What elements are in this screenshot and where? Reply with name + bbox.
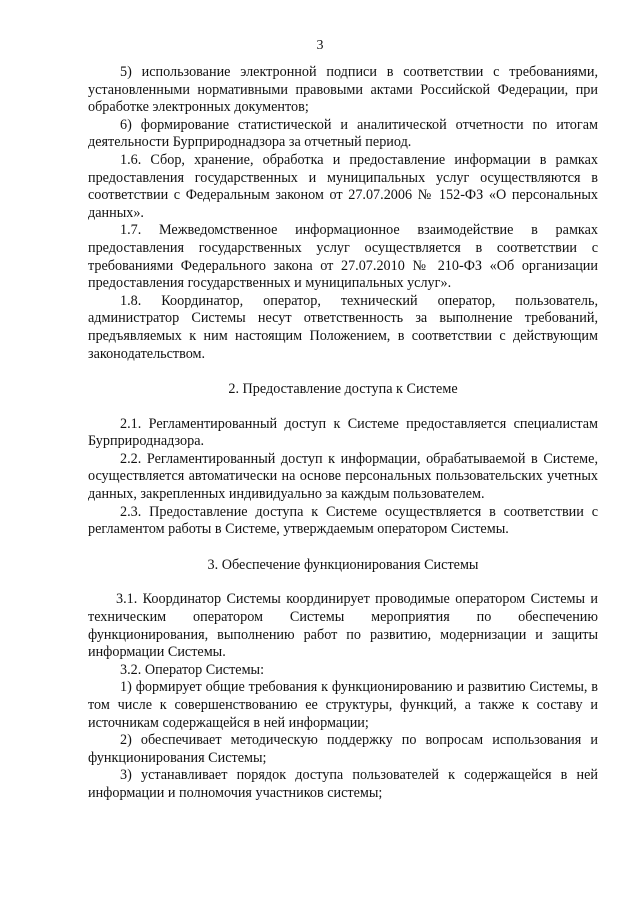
paragraph-2-1: 2.1. Регламентированный доступ к Системе предоставляется специалистам Бурприроднадзора. (88, 415, 598, 450)
paragraph-2-3: 2.3. Предоставление доступа к Системе осуществляется в соответствии с регламентом работы в Системе, утверждаемым оператором Системы. (88, 503, 598, 538)
paragraph-3-2-item-2: 2) обеспечивает методическую поддержку по вопросам использования и функционирования Системы; (88, 732, 598, 766)
paragraph-3-2-item-3: 3) устанавливает порядок доступа пользователей к содержащейся в ней информации и полномочия участников системы; (88, 767, 598, 801)
document-body (88, 64, 598, 803)
paragraph-3-2-item-1: 1) формирует общие требования к функционированию и развитию Системы, в том числе к совершенствованию ее структуры, функций, а также к составу и источникам содержащейся в ней информации; (88, 679, 598, 731)
section-3-heading: 3. Обеспечение функционирования Системы (207, 556, 479, 573)
paragraph-item-6: 6) формирование статистической и аналитической отчетности по итогам деятельности Бурприроднадзора за отчетный период. (88, 116, 598, 151)
paragraph-item-5: 5) использование электронной подписи в соответствии с требованиями, установленными нормативными правовыми актами Российской Федерации, при обработке электронных документов; (88, 64, 598, 116)
spacer (88, 539, 598, 557)
paragraph-2-2: 2.2. Регламентированный доступ к информации, обрабатываемой в Системе, осуществляется автоматически на основе персональных пользовательских учетных данных, закрепленных индивидуально за каждым пользователем. (88, 450, 598, 503)
section-2-heading: 2. Предоставление доступа к Системе (228, 381, 458, 398)
paragraph-3-1: 3.1. Координатор Системы координирует проводимые оператором Системы и техническим оператором Системы мероприятия по обеспечению функционирования, выполнению работ по развитию, модернизации и защиты информации Системы. (88, 591, 598, 661)
paragraph-1-6: 1.6. Сбор, хранение, обработка и предоставление информации в рамках предоставления государственных и муниципальных услуг осуществляются в соответствии с Федеральным законом от 27.07.2006 № 152-ФЗ «О персональных данных». (88, 151, 598, 221)
spacer (88, 574, 598, 591)
paragraph-3-2: 3.2. Оператор Системы: (120, 661, 265, 678)
spacer (88, 363, 598, 381)
spacer (88, 399, 598, 416)
paragraph-1-7: 1.7. Межведомственное информационное взаимодействие в рамках предоставления государственных услуг осуществляется в соответствии с требованиями Федерального закона от 27.07.2010 № 210-ФЗ «Об организации предоставления государственных и муниципальных услуг». (88, 222, 598, 292)
page-number: 3 (316, 38, 324, 53)
paragraph-1-8: 1.8. Координатор, оператор, технический оператор, пользователь, администратор Системы несут ответственность за выполнение требований, предъявляемых к ним настоящим Положением, в соответствии с действующим законодательством. (88, 292, 598, 362)
